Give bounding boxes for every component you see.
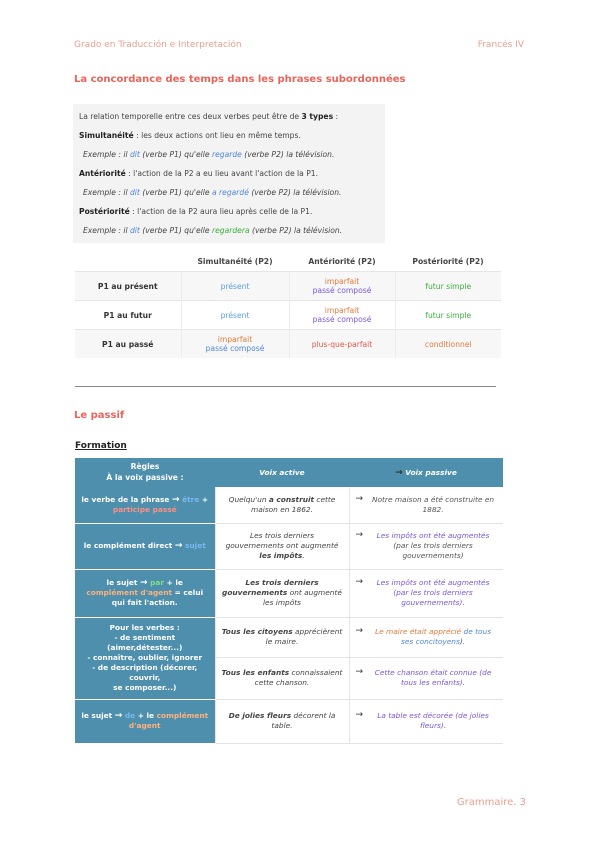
column-header: Simultanéité (P2)	[197, 256, 273, 266]
rule-text: - de description (décorer, couvrir,	[92, 662, 198, 682]
arrow-icon: →	[355, 493, 364, 504]
column-header: Postériorité (P2)	[412, 256, 484, 266]
rule-text: + le	[164, 578, 183, 588]
passive-example	[349, 487, 503, 523]
example-highlight: Cette chanson était connue	[374, 668, 480, 678]
passive-example	[349, 657, 503, 699]
example-text: (verbe P1) qu'elle	[139, 150, 212, 159]
tense-name: imparfait	[324, 306, 360, 315]
example-verb-p2: a regardé	[211, 188, 249, 197]
active-example	[215, 657, 349, 699]
posteriorite-definition	[79, 208, 312, 216]
example-verb-p2: regardera	[211, 226, 250, 235]
tense-name: passé composé	[312, 315, 372, 324]
active-example	[215, 699, 349, 743]
example-text: (verbe P1) qu'elle	[139, 188, 212, 197]
rule-keyword: sujet	[185, 541, 206, 550]
rule-text: le sujet	[81, 711, 115, 720]
example-anteriorite	[83, 189, 341, 197]
section-title-concordance: La concordance des temps dans les phrases subordonnées	[74, 74, 406, 85]
table-cell	[289, 301, 395, 330]
example-text: .	[443, 721, 447, 730]
example-highlight: (de tous les enfants)	[400, 668, 492, 687]
example-simultaneite	[83, 151, 334, 159]
example-text: décorent la table.	[271, 711, 336, 730]
example-text: Notre maison a été construite en 1882.	[371, 494, 495, 514]
table-row	[75, 272, 501, 301]
example-verb-p1: dit	[129, 150, 140, 159]
anteriorite-label: Antériorité	[79, 169, 126, 178]
rule-text: = celui qui fait l'action.	[111, 588, 204, 607]
rule-cell	[75, 487, 215, 523]
table-cell: futur simple	[395, 301, 501, 330]
tense-name: passé composé	[312, 286, 372, 295]
table-row	[75, 523, 503, 569]
table-row	[75, 487, 503, 523]
tense-name: imparfait	[324, 277, 360, 286]
example-text: Exemple : il	[83, 150, 130, 159]
example-text: Exemple : il	[83, 188, 130, 197]
page-footer: Grammaire. 3	[456, 797, 526, 808]
example-highlight: Les impôts ont été augmentés	[376, 578, 490, 588]
passive-example-content	[356, 627, 498, 647]
example-highlight: Les impôts ont été augmentés	[376, 531, 490, 541]
example-text	[369, 711, 497, 731]
example-highlight: les impôts	[259, 550, 303, 560]
example-text: Exemple : il	[83, 226, 130, 235]
passive-voice-header-label: Voix passive	[405, 467, 457, 477]
arrow-icon: →	[355, 626, 364, 637]
example-posteriorite	[83, 227, 342, 235]
intro-colon: :	[333, 112, 339, 121]
rule-text: le complément direct	[83, 541, 175, 550]
example-text: (verbe P1) qu'elle	[139, 226, 212, 235]
example-text	[369, 531, 497, 561]
example-text: ont augmenté les impôts	[262, 588, 342, 607]
example-text: ).	[459, 637, 466, 646]
intro-types-count: 3 types	[301, 112, 334, 121]
rules-header	[75, 458, 215, 487]
example-verb-p1: dit	[129, 188, 140, 197]
tense-name: passé composé	[205, 344, 265, 353]
rule-keyword: par	[150, 578, 165, 588]
intro-text: La relation temporelle entre ces deux verbes peut être de	[79, 112, 302, 121]
table-cell: présent	[181, 301, 289, 330]
example-highlight: Les trois derniers gouvernements	[222, 578, 319, 597]
example-highlight: De jolies fleurs	[228, 711, 292, 721]
rule-text: le sujet	[106, 578, 140, 588]
simultaneite-label: Simultanéité	[79, 131, 134, 140]
active-example	[215, 569, 349, 617]
row-header: P1 au passé	[75, 330, 181, 359]
arrow-icon: →	[174, 541, 183, 551]
table-row	[75, 569, 503, 617]
posteriorite-label: Postériorité	[79, 207, 130, 216]
arrow-icon: →	[172, 494, 180, 505]
rule-text: + le	[135, 711, 157, 720]
rule-text: se composer...)	[113, 682, 177, 692]
example-highlight: La table est décorée	[377, 711, 456, 721]
simultaneite-text: : les deux actions ont lieu en même temps.	[133, 131, 301, 140]
arrow-icon: →	[395, 467, 403, 478]
passive-example-content	[356, 711, 498, 731]
table-cell	[289, 272, 395, 301]
example-text	[369, 578, 497, 608]
table-cell	[181, 330, 289, 359]
arrow-icon: →	[355, 710, 364, 721]
passive-example-content	[356, 668, 498, 688]
example-text	[369, 668, 497, 688]
example-highlight: (par les trois derniers gouvernements)	[393, 588, 473, 607]
example-text: apprécièrent le maire.	[265, 627, 343, 646]
example-text: (par les trois derniers gouvernements)	[393, 541, 473, 560]
example-highlight: de tous ses concitoyens	[400, 627, 492, 646]
column-header: Antériorité (P2)	[308, 256, 376, 266]
rule-keyword: de	[124, 711, 136, 720]
rule-cell	[75, 617, 215, 699]
passive-example	[349, 617, 503, 657]
arrow-icon: →	[355, 577, 364, 588]
passive-voice-table	[75, 458, 503, 744]
arrow-icon: →	[355, 667, 364, 678]
rule-text: le verbe de la phrase	[81, 494, 172, 504]
passive-example	[349, 699, 503, 743]
rule-text: - connaître, oublier, ignorer	[87, 653, 203, 662]
rule-cell	[75, 569, 215, 617]
example-text: Les trois derniers gouvernements ont augmenté	[225, 531, 339, 550]
arrow-icon: →	[139, 578, 148, 589]
example-highlight: a construit	[268, 494, 315, 504]
passive-example-content	[356, 495, 498, 515]
passive-example-content	[356, 578, 498, 608]
header-subject: Francés IV	[477, 40, 524, 50]
passive-example	[349, 569, 503, 617]
example-text: (verbe P2) la télévision.	[249, 226, 343, 235]
table-cell: conditionnel	[395, 330, 501, 359]
example-text: cette maison en 1862.	[251, 494, 336, 514]
rules-header-subtitle: À la voix passive :	[106, 472, 184, 482]
table-header-row	[75, 458, 503, 487]
section-title-passif: Le passif	[74, 410, 125, 421]
rule-keyword: complément d'agent	[128, 711, 209, 730]
example-text: .	[462, 597, 465, 607]
rule-keyword: être	[182, 494, 200, 504]
posteriorite-text: : l'action de la P2 aura lieu après celle de la P1.	[129, 207, 313, 216]
rule-text: - de sentiment (aimer,détester...)	[107, 633, 183, 653]
table-row	[75, 330, 501, 359]
intro-box	[73, 104, 385, 243]
anteriorite-definition	[79, 170, 318, 178]
example-highlight: (de jolies fleurs)	[419, 711, 489, 730]
example-text: connaissaient cette chanson.	[254, 668, 343, 687]
active-example	[215, 617, 349, 657]
table-cell: présent	[181, 272, 289, 301]
active-example	[215, 487, 349, 523]
example-text: Quelqu'un	[228, 494, 269, 504]
rules-header-title: Règles	[130, 462, 160, 472]
tense-concordance-table	[75, 251, 501, 358]
example-text: .	[462, 678, 466, 687]
row-header: P1 au futur	[75, 301, 181, 330]
active-voice-header: Voix active	[215, 458, 349, 487]
simultaneite-definition	[79, 132, 301, 140]
example-highlight: Tous les enfants	[221, 668, 290, 678]
anteriorite-text: : l'action de la P2 a eu lieu avant l'action de la P1.	[125, 169, 319, 178]
example-text	[369, 627, 497, 647]
header-course: Grado en Traducción e Interpretación	[74, 40, 242, 50]
tense-name: imparfait	[217, 335, 253, 344]
row-header: P1 au présent	[75, 272, 181, 301]
passive-voice-header	[349, 458, 503, 487]
table-cell: plus-que-parfait	[289, 330, 395, 359]
table-row	[75, 617, 503, 657]
example-highlight: Tous les citoyens	[221, 627, 293, 637]
intro-line-types	[79, 113, 338, 121]
rule-keyword: complément d'agent	[86, 588, 173, 598]
example-highlight: Le maire était apprécié	[374, 627, 464, 637]
rule-text: +	[199, 494, 209, 504]
example-verb-p1: dit	[129, 226, 140, 235]
table-header-row	[75, 251, 501, 272]
rule-cell	[75, 523, 215, 569]
rule-cell	[75, 699, 215, 743]
section-divider	[75, 386, 496, 387]
table-cell: futur simple	[395, 272, 501, 301]
example-text: .	[302, 550, 305, 560]
table-row	[75, 699, 503, 743]
example-text: (verbe P2) la télévision.	[241, 150, 335, 159]
example-text: (verbe P2) la télévision.	[248, 188, 342, 197]
arrow-icon: →	[355, 530, 364, 541]
rule-keyword: participe passé	[112, 504, 177, 514]
column-header	[75, 251, 181, 272]
example-verb-p2: regarde	[211, 150, 242, 159]
arrow-icon: →	[114, 711, 123, 721]
active-example	[215, 523, 349, 569]
subsection-title-formation: Formation	[75, 441, 127, 451]
passive-example	[349, 523, 503, 569]
passive-example-content	[356, 531, 498, 561]
table-row	[75, 301, 501, 330]
rule-text: Pour les verbes :	[109, 623, 180, 633]
